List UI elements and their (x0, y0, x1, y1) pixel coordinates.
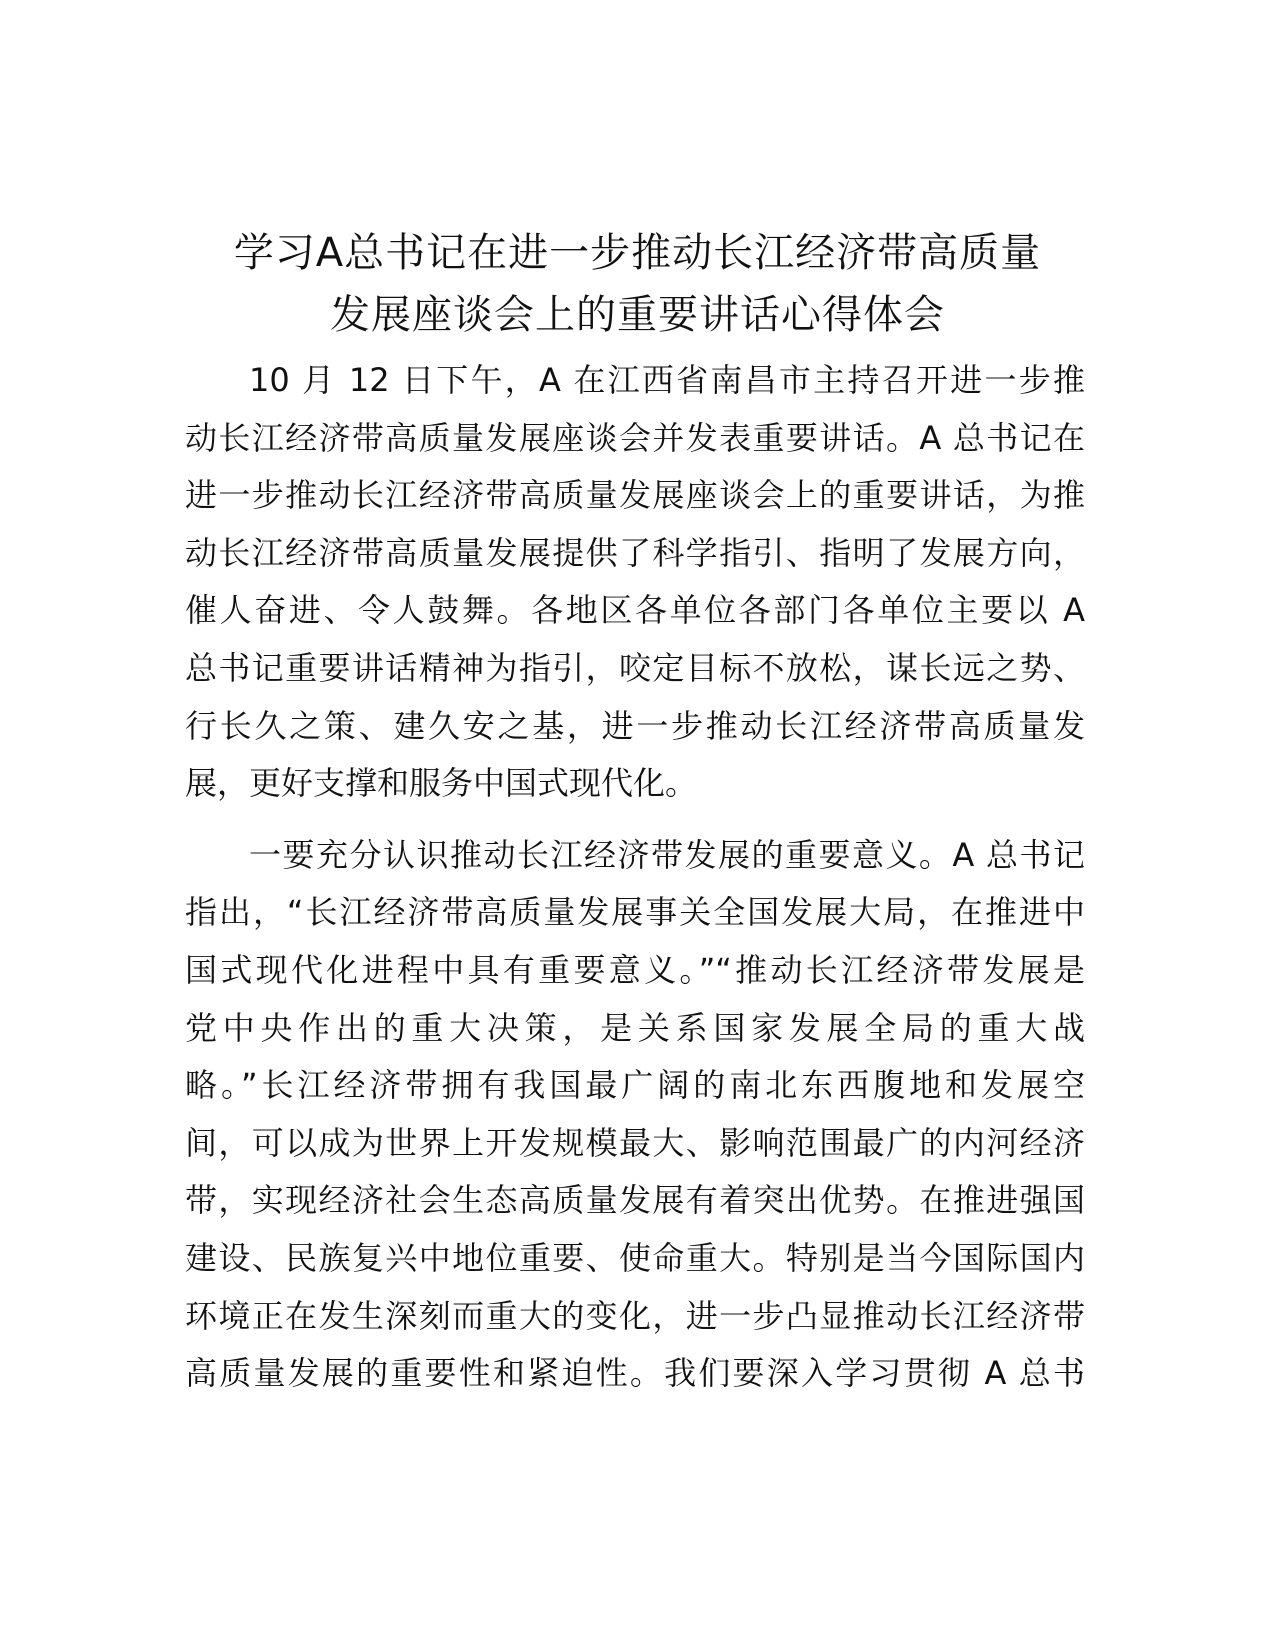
text-line: 建设、民族复兴中地位重要、使命重大。特别是当今国际国内 (185, 1238, 1085, 1277)
text-line: 动长江经济带高质量发展提供了科学指引、指明了发展方向， (185, 533, 1085, 572)
paragraph (185, 827, 1085, 1403)
text-line: 进一步推动长江经济带高质量发展座谈会上的重要讲话，为推 (185, 476, 1085, 515)
text-line: 国式现代化进程中具有重要意义。”“推动长江经济带发展是 (185, 950, 1085, 989)
document-title (150, 222, 1125, 346)
text-line: 指出，“长江经济带高质量发展事关全国发展大局，在推进中 (185, 893, 1085, 932)
text-line: 带，实现经济社会生态高质量发展有着突出优势。在推进强国 (185, 1181, 1085, 1220)
document-body (185, 352, 1085, 1417)
text-line: 10 月 12 日下午，A 在江西省南昌市主持召开进一步推 (249, 361, 1085, 399)
text-line: 略。”长江经济带拥有我国最广阔的南北东西腹地和发展空 (185, 1066, 1085, 1105)
title-line: 发展座谈会上的重要讲话心得体会 (330, 292, 945, 338)
paragraph (185, 352, 1085, 813)
text-line: 一要充分认识推动长江经济带发展的重要意义。A 总书记 (249, 835, 1085, 874)
text-line: 催人奋进、令人鼓舞。各地区各单位各部门各单位主要以 A (185, 591, 1085, 630)
text-line: 行长久之策、建久安之基，进一步推动长江经济带高质量发 (185, 706, 1085, 745)
text-line: 党中央作出的重大决策，是关系国家发展全局的重大战 (185, 1008, 1085, 1047)
text-line: 展，更好支撑和服务中国式现代化。 (185, 764, 698, 803)
text-line: 高质量发展的重要性和紧迫性。我们要深入学习贯彻 A 总书 (185, 1354, 1085, 1393)
title-line: 学习A总书记在进一步推动长江经济带高质量 (233, 230, 1042, 276)
text-line: 总书记重要讲话精神为指引，咬定目标不放松，谋长远之势、 (185, 648, 1085, 687)
text-line: 动长江经济带高质量发展座谈会并发表重要讲话。A 总书记在 (185, 418, 1085, 457)
text-line: 环境正在发生深刻而重大的变化，进一步凸显推动长江经济带 (185, 1296, 1085, 1335)
text-line: 间，可以成为世界上开发规模最大、影响范围最广的内河经济 (185, 1123, 1085, 1162)
